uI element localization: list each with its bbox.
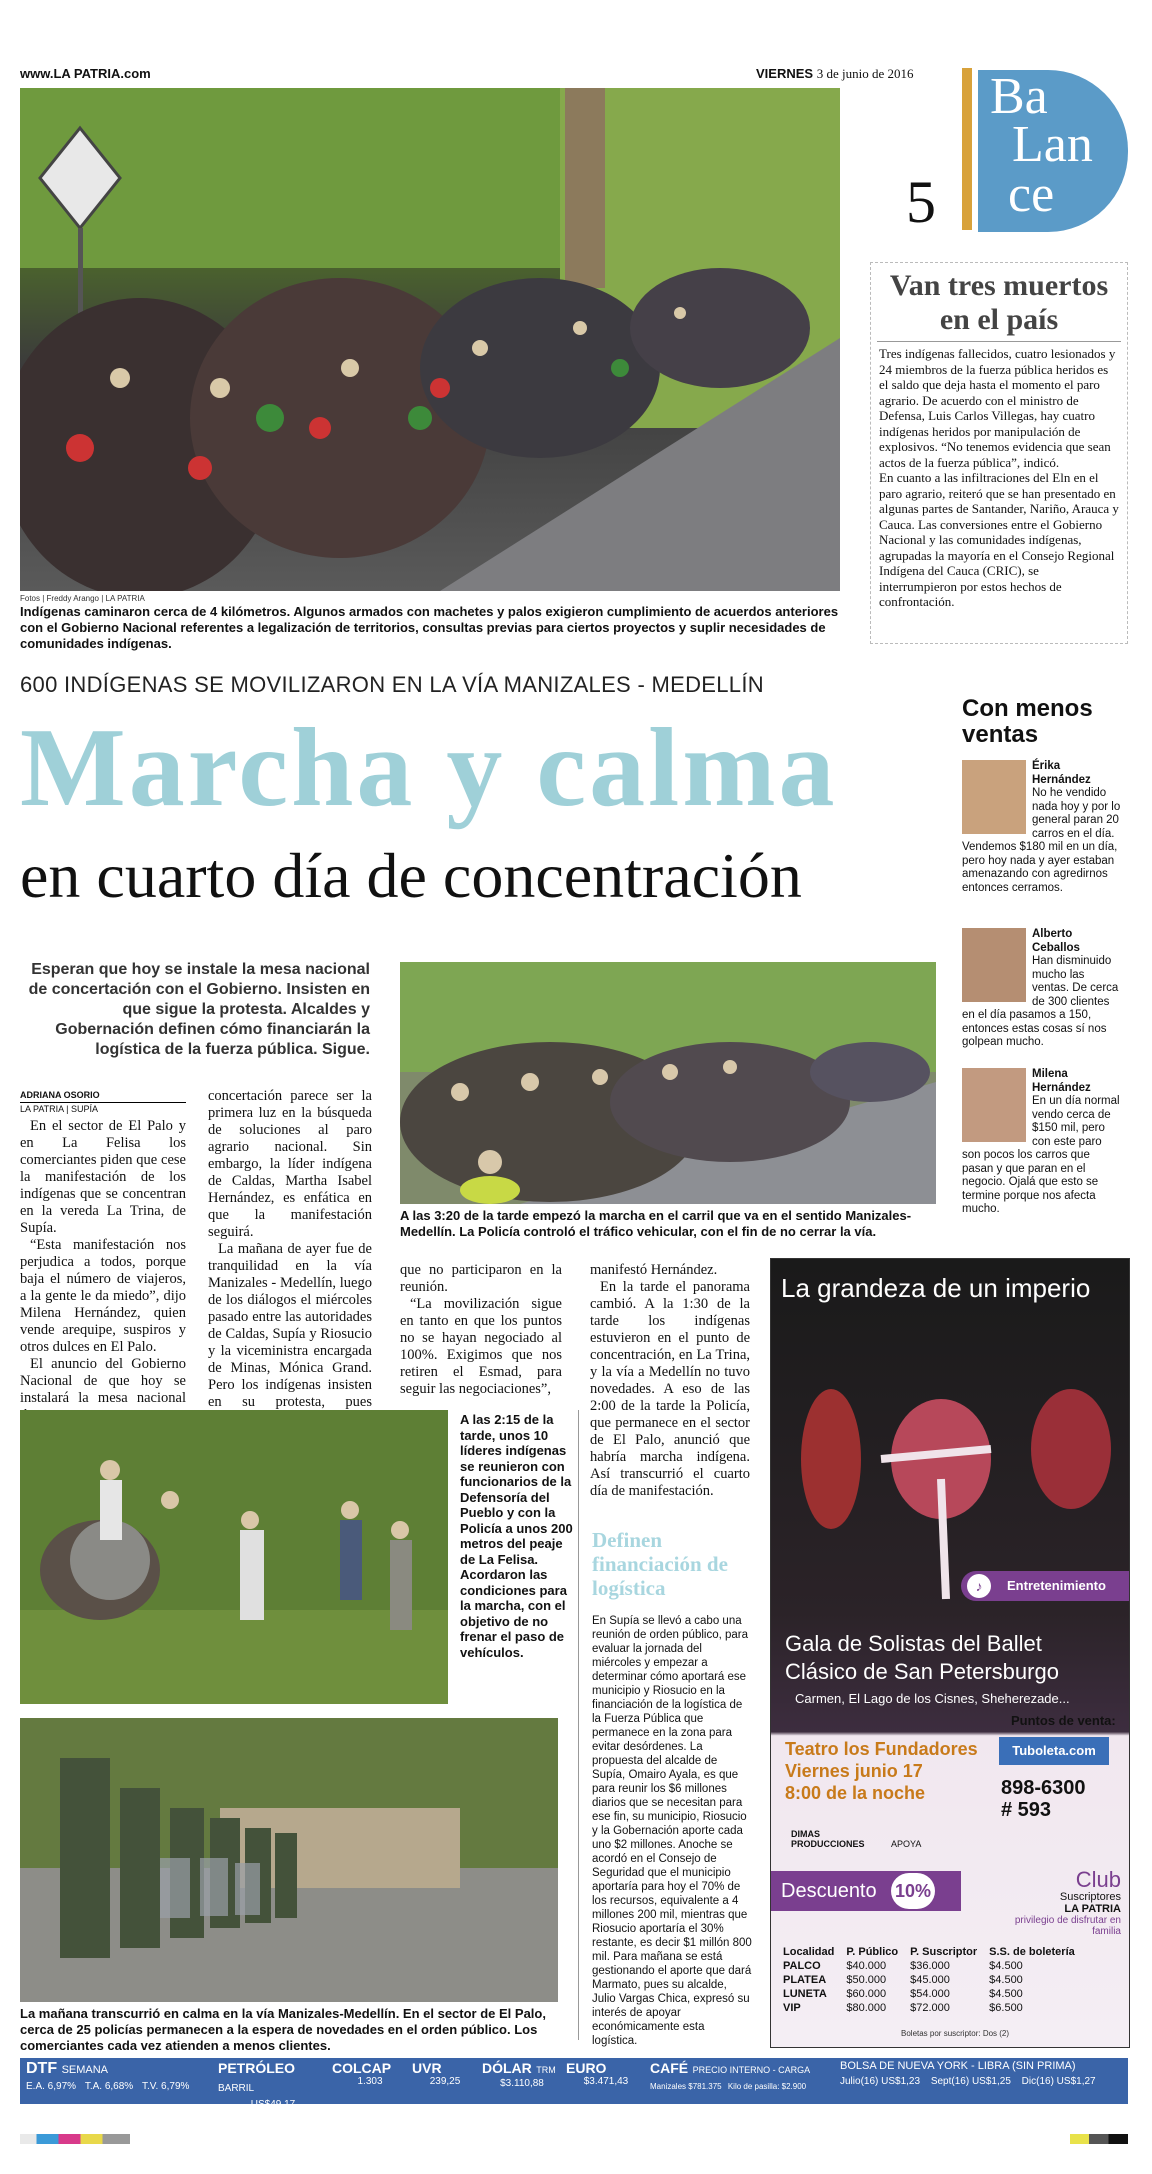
photo-credit: Fotos | Freddy Arango | LA PATRIA — [20, 594, 145, 603]
colcap-label: COLCAP — [332, 2060, 392, 2076]
cafe-sub: PRECIO INTERNO - CARGA — [692, 2065, 811, 2075]
microphone-icon: ♪ — [967, 1574, 991, 1598]
cafe-label: CAFÉ — [650, 2060, 689, 2076]
ad-price-table — [777, 1945, 1081, 2015]
bolsa-value-3: Dic(16) US$1,27 — [1021, 2076, 1096, 2087]
cafe-value-1: Manizales $781.375 — [650, 2082, 722, 2091]
ticker-dolar — [482, 2060, 562, 2089]
ad-title-2: Clásico de San Petersburgo — [785, 1659, 1059, 1684]
price-header: Localidad — [783, 1946, 835, 1958]
seller-3-photo — [962, 1068, 1026, 1142]
ad-venue: Teatro los Fundadores — [785, 1739, 978, 1759]
ad-date: Viernes junio 17 — [785, 1761, 923, 1781]
byline — [20, 1090, 186, 1114]
body-col-4 — [590, 1262, 750, 1500]
seller-1 — [962, 760, 1122, 895]
price-cell: $36.000 — [910, 1960, 950, 1972]
leaders-photo — [20, 1410, 448, 1704]
price-cell: $50.000 — [846, 1974, 887, 1986]
deaths-p1: Tres indígenas fallecidos, cuatro lesionados y 24 miembros de la fuerza pública heridos es el saldo que deja hasta el momento el paro agrario. De acuerdo con el ministro de Defensa, Luis Carlos Villegas, hay cuatro indígenas heridos por manipulación de explosivos. “No tenemos evidencia que sean actos de la fuerza pública”, indicó. — [879, 346, 1116, 470]
column-rule — [578, 1410, 579, 2040]
price-cell: $4.500 — [989, 1988, 1023, 2000]
body-col-2 — [208, 1088, 372, 1428]
seller-3 — [962, 1068, 1122, 1217]
dolar-sub: TRM — [536, 2065, 556, 2075]
ticker-cafe — [650, 2060, 836, 2091]
seller-3-quote: En un día normal vendo cerca de $150 mil, pero con este paro son pocos los carros que pasan y que paran en el negocio. Ojalá que esto se termine porque nos afecta mucho. — [962, 1095, 1120, 1215]
price-cell: PALCO — [783, 1960, 821, 1972]
price-header: S.S. de boletería — [989, 1946, 1075, 1958]
ad-title-1: Gala de Solistas del Ballet — [785, 1631, 1042, 1656]
seller-2-photo — [962, 928, 1026, 1002]
ad-club — [1011, 1869, 1121, 1937]
euro-label: EURO — [566, 2060, 607, 2076]
seller-2-name: Alberto Ceballos — [1032, 928, 1080, 954]
petroleo-value: US$49,17 — [250, 2099, 296, 2110]
price-cell: $45.000 — [910, 1974, 950, 1986]
market-ticker — [20, 2058, 1128, 2110]
price-cell: $4.500 — [989, 1974, 1023, 1986]
page-number: 5 — [906, 169, 936, 235]
ad-support: APOYA — [891, 1839, 922, 1849]
leaders-photo-caption: A las 2:15 de la tarde, unos 10 líderes indígenas se reunieron con funcionarios de la Defensoría del Pueblo y con la Policía a unos 200 metros del peaje de La Felisa. Acordaron las condiciones para la marcha, con el objetivo de no frenar el paso de vehículos. — [460, 1412, 573, 1660]
ad-phone: 898-6300 — [1001, 1777, 1086, 1799]
mid-photo — [400, 962, 936, 1204]
price-cell: $60.000 — [846, 1988, 887, 2000]
police-photo-caption: La mañana transcurrió en calma en la vía Manizales-Medellín. En el sector de El Palo, cerca de 25 policías permanecen a la espera de novedades en el orden público. Los comerciantes cada vez atienden a menos clientes. — [20, 2006, 546, 2053]
ad-works: Carmen, El Lago de los Cisnes, Sheherezade... — [795, 1691, 1070, 1706]
headline-kicker: 600 INDÍGENAS SE MOVILIZARON EN LA VÍA MANIZALES - MEDELLÍN — [20, 672, 764, 697]
headline-title: Marcha y calma — [20, 706, 838, 830]
price-row — [777, 1959, 1081, 1973]
top-photo — [20, 88, 840, 591]
march-photo-illustration — [20, 88, 840, 591]
day: VIERNES — [756, 66, 814, 81]
price-cell: $80.000 — [846, 2002, 887, 2014]
price-cell: $54.000 — [910, 1988, 950, 2000]
seller-1-photo — [962, 760, 1026, 834]
ad-headline: La grandeza de un imperio — [781, 1273, 1091, 1303]
dolar-label: DÓLAR — [482, 2060, 532, 2076]
price-header: P. Suscriptor — [910, 1946, 978, 1958]
march-road-illustration — [400, 962, 936, 1204]
cafe-value-2: Kilo de pasilla: $2.900 — [727, 2082, 807, 2091]
price-row — [777, 2001, 1081, 2015]
police-photo — [20, 1718, 558, 2002]
ticker-petroleo — [218, 2060, 328, 2110]
byline-source: LA PATRIA | SUPÍA — [20, 1102, 186, 1114]
seller-3-name: Milena Hernández — [1032, 1068, 1091, 1094]
ad-club-3: LA PATRIA — [1064, 1903, 1121, 1915]
body-col-1 — [20, 1118, 186, 1424]
ticker-bolsa — [840, 2060, 1126, 2087]
body-col1-p3: El anuncio del Gobierno Nacional de que hoy se instalará la mesa nacional — [20, 1356, 186, 1406]
body-col2-p2: La mañana de ayer fue de tranquilidad en la vía Manizales - Medellín, luego de los diálogos el miércoles pasado entre las autoridades de Caldas, Supía y Riosucio y la viceministra encargada de Minas, Mónica Grand. Pero los indígenas insisten en su protesta, pues — [208, 1241, 372, 1410]
price-row — [777, 1987, 1081, 2001]
balance-logo — [978, 70, 1128, 232]
dtf-label: DTF — [26, 2060, 58, 2077]
sellers-title: Con menos ventas — [962, 695, 1093, 748]
bolsa-value-1: Julio(16) US$1,23 — [840, 2076, 921, 2087]
ad-producer: DIMAS PRODUCCIONES — [791, 1829, 865, 1849]
ad-time: 8:00 de la noche — [785, 1783, 926, 1803]
dtf-ea: E.A. 6,97% — [26, 2081, 77, 2092]
seller-1-name: Érika Hernández — [1032, 760, 1091, 786]
logo-line-2: Lan — [1012, 116, 1093, 173]
price-header-row — [777, 1945, 1081, 1959]
seller-2 — [962, 928, 1122, 1050]
deaths-p2: En cuanto a las infiltraciones del Eln en el paro agrario, reiteró que se han presentado en algunas partes de Santander, Nariño, Arauca y Cauca. Las conversiones entre el Gobierno Nacional y las comunidades indígenas, agrupadas la mayoría en el Consejo Regional Indígena del Cauca (CRIC), se interrumpieron por estos hechos de confrontación. — [879, 470, 1119, 609]
logo-line-3: ce — [1008, 166, 1055, 223]
seller-1-quote: No he vendido nada hoy y por lo general paran 20 carros en el día. Vendemos $180 mil en un día, pero hoy nada y ayer estaban amenazando con agredirnos entonces cerramos. — [962, 787, 1121, 894]
price-header: P. Público — [846, 1946, 899, 1958]
ad-club-1: Club — [1075, 1867, 1121, 1892]
byline-author: ADRIANA OSORIO — [20, 1090, 100, 1100]
ticker-uvr — [412, 2060, 478, 2087]
dtf-ta: T.A. 6,68% — [84, 2081, 134, 2092]
body-col4-p2: En la tarde el panorama cambió. A la 1:30 de la tarde los indígenas estuvieron en el punto de concentración, en La Trina, y la vía a Medellín no tuvo novedades. A eso de las 2:00 de la tarde la Policía, que permanece en el sector de El Palo, anunció que habría marcha indígena. Así transcurrió el cuarto día de manifestación. — [590, 1279, 750, 1499]
deaths-box — [870, 262, 1128, 644]
ad-badge — [961, 1571, 1129, 1601]
ticker-dtf — [26, 2060, 216, 2092]
price-cell: $72.000 — [910, 2002, 950, 2014]
dolar-value: $3.110,88 — [500, 2078, 544, 2089]
bolsa-label: BOLSA DE NUEVA YORK - LIBRA (SIN PRIMA) — [840, 2060, 1076, 2072]
petroleo-label: PETRÓLEO — [218, 2060, 296, 2076]
deaths-title: Van tres muertos en el país — [877, 263, 1121, 342]
mid-photo-caption: A las 3:20 de la tarde empezó la marcha en el carril que va en el sentido Manizales-Medellín. La Policía controló el tráfico vehicular, con el fin de no cerrar la vía. — [400, 1208, 912, 1239]
uvr-label: UVR — [412, 2060, 442, 2076]
dtf-tv: T.V. 6,79% — [141, 2081, 190, 2092]
site-name: www.LA PATRIA.com — [20, 66, 151, 81]
price-cell: LUNETA — [783, 1988, 827, 2000]
ad-club-2: Suscriptores — [1059, 1891, 1121, 1903]
ballet-ad — [770, 1258, 1130, 2048]
ad-club-4: privilegio de disfrutar en familia — [1014, 1915, 1121, 1937]
uvr-value: 239,25 — [429, 2076, 461, 2087]
body-col1-p2: “Esta manifestación nos perjudica a todos, porque baja el número de viajeros, a la gente le da miedo”, dijo Milena Hernández, quien vende arequipe, suspiros y otros dulces en El Palo. — [20, 1237, 186, 1355]
petroleo-sub: BARRIL — [218, 2083, 255, 2094]
body-col3-p1: que no participaron en la reunión. — [400, 1262, 562, 1295]
top-photo-caption: Indígenas caminaron cerca de 4 kilómetros. Algunos armados con machetes y palos exigieron cumplimiento de acuerdos anteriores con el Gobierno Nacional referentes a legalización de territorios, consultas previas para ciertos proyectos y suplir necesidades de comunidades indígenas. — [20, 604, 839, 651]
section-bar — [962, 68, 972, 230]
headline-subtitle: en cuarto día de concentración — [20, 840, 802, 911]
euro-value: $3.471,43 — [583, 2076, 629, 2087]
dateline — [756, 66, 913, 82]
dtf-sub: SEMANA — [61, 2064, 109, 2076]
date: 3 de junio de 2016 — [816, 66, 914, 81]
body-col1-p1: En el sector de El Palo y en La Felisa los comerciantes piden que cese la manifestación de los indígenas que se concentran en la vereda La Trina, de Supía. — [20, 1118, 186, 1236]
ad-discount-value: 10% — [891, 1873, 935, 1909]
price-cell: VIP — [783, 2002, 801, 2014]
leaders-meeting-illustration — [20, 1410, 448, 1704]
color-strip-right — [1070, 2134, 1128, 2144]
deaths-text — [871, 342, 1127, 614]
financing-text: En Supía se llevó a cabo una reunión de orden público, para evaluar la jornada del miércoles y empezar a determinar cómo aportará ese municipio y Riosucio en la financiación de la logística de la Fuerza Pública que permanece en la zona para evitar desórdenes. La propuesta del alcalde de Supía, Omairo Ayala, es que para reunir los $6 millones diarios que se necesitan para ese fin, su municipio, Riosucio y la Gobernación aporte cada uno $2 millones. Anoche se acordó en el Consejo de Seguridad que el municipio aportaría para hoy el 70% de los recursos, equivalente a 4 millones 200 mil, mientras que Riosucio aportaría el 30% restante, es decir $1 millón 800 mil. Para mañana se está gestionando el aporte que dará Marmato, pues su alcalde, Julio Vargas Chica, expresó su interés de apoyar económicamente esta logística. — [592, 1615, 752, 2047]
ad-short-code: # 593 — [1001, 1799, 1052, 1821]
colcap-value: 1.303 — [357, 2076, 383, 2087]
body-col3-p2: “La movilización sigue en tanto en que los puntos no se hayan negociado al 100%. Exigimos que nos retiren el Esmad, para seguir las negociaciones”, — [400, 1296, 562, 1397]
bolsa-value-2: Sept(16) US$1,25 — [930, 2076, 1011, 2087]
ad-sales-label: Puntos de venta: — [1011, 1713, 1116, 1728]
ad-ticket-brand: Tuboleta.com — [999, 1737, 1109, 1765]
ad-discount-label: Descuento — [781, 1880, 877, 1902]
ticker-euro — [566, 2060, 646, 2087]
price-cell: $4.500 — [989, 1960, 1023, 1972]
ad-discount — [771, 1871, 961, 1911]
financing-title: Definen financiación de logística — [592, 1528, 728, 1600]
headline-lead: Esperan que hoy se instale la mesa nacional de concertación con el Gobierno. Insisten en que sigue la protesta. Alcaldes y Gobernación definen cómo financiarán la logística de la fuerza pública. Sigue. — [28, 961, 370, 1058]
color-strip-left — [20, 2134, 130, 2144]
logo-line-1: Ba — [990, 70, 1048, 125]
price-cell: $40.000 — [846, 1960, 887, 1972]
body-col4-p1: manifestó Hernández. — [590, 1262, 718, 1278]
ad-footnote: Boletas por suscriptor: Dos (2) — [901, 2029, 1010, 2038]
body-col2-p1: concertación parece ser la primera luz en la búsqueda de soluciones al paro agrario nacional. Sin embargo, la líder indígena de Caldas, Martha Isabel Hernández, es enfática en que la manifestación seguirá. — [208, 1088, 372, 1240]
police-line-illustration — [20, 1718, 558, 2002]
ticker-colcap — [332, 2060, 408, 2087]
body-col-3 — [400, 1262, 562, 1398]
price-cell: $6.500 — [989, 2002, 1023, 2014]
price-row — [777, 1973, 1081, 1987]
price-cell: PLATEA — [783, 1974, 827, 1986]
seller-2-quote: Han disminuido mucho las ventas. De cerca de 300 clientes en el día pasamos a 150, entonces estas cosas sí nos golpean mucho. — [962, 955, 1119, 1048]
ad-badge-label: Entretenimiento — [1007, 1578, 1106, 1593]
